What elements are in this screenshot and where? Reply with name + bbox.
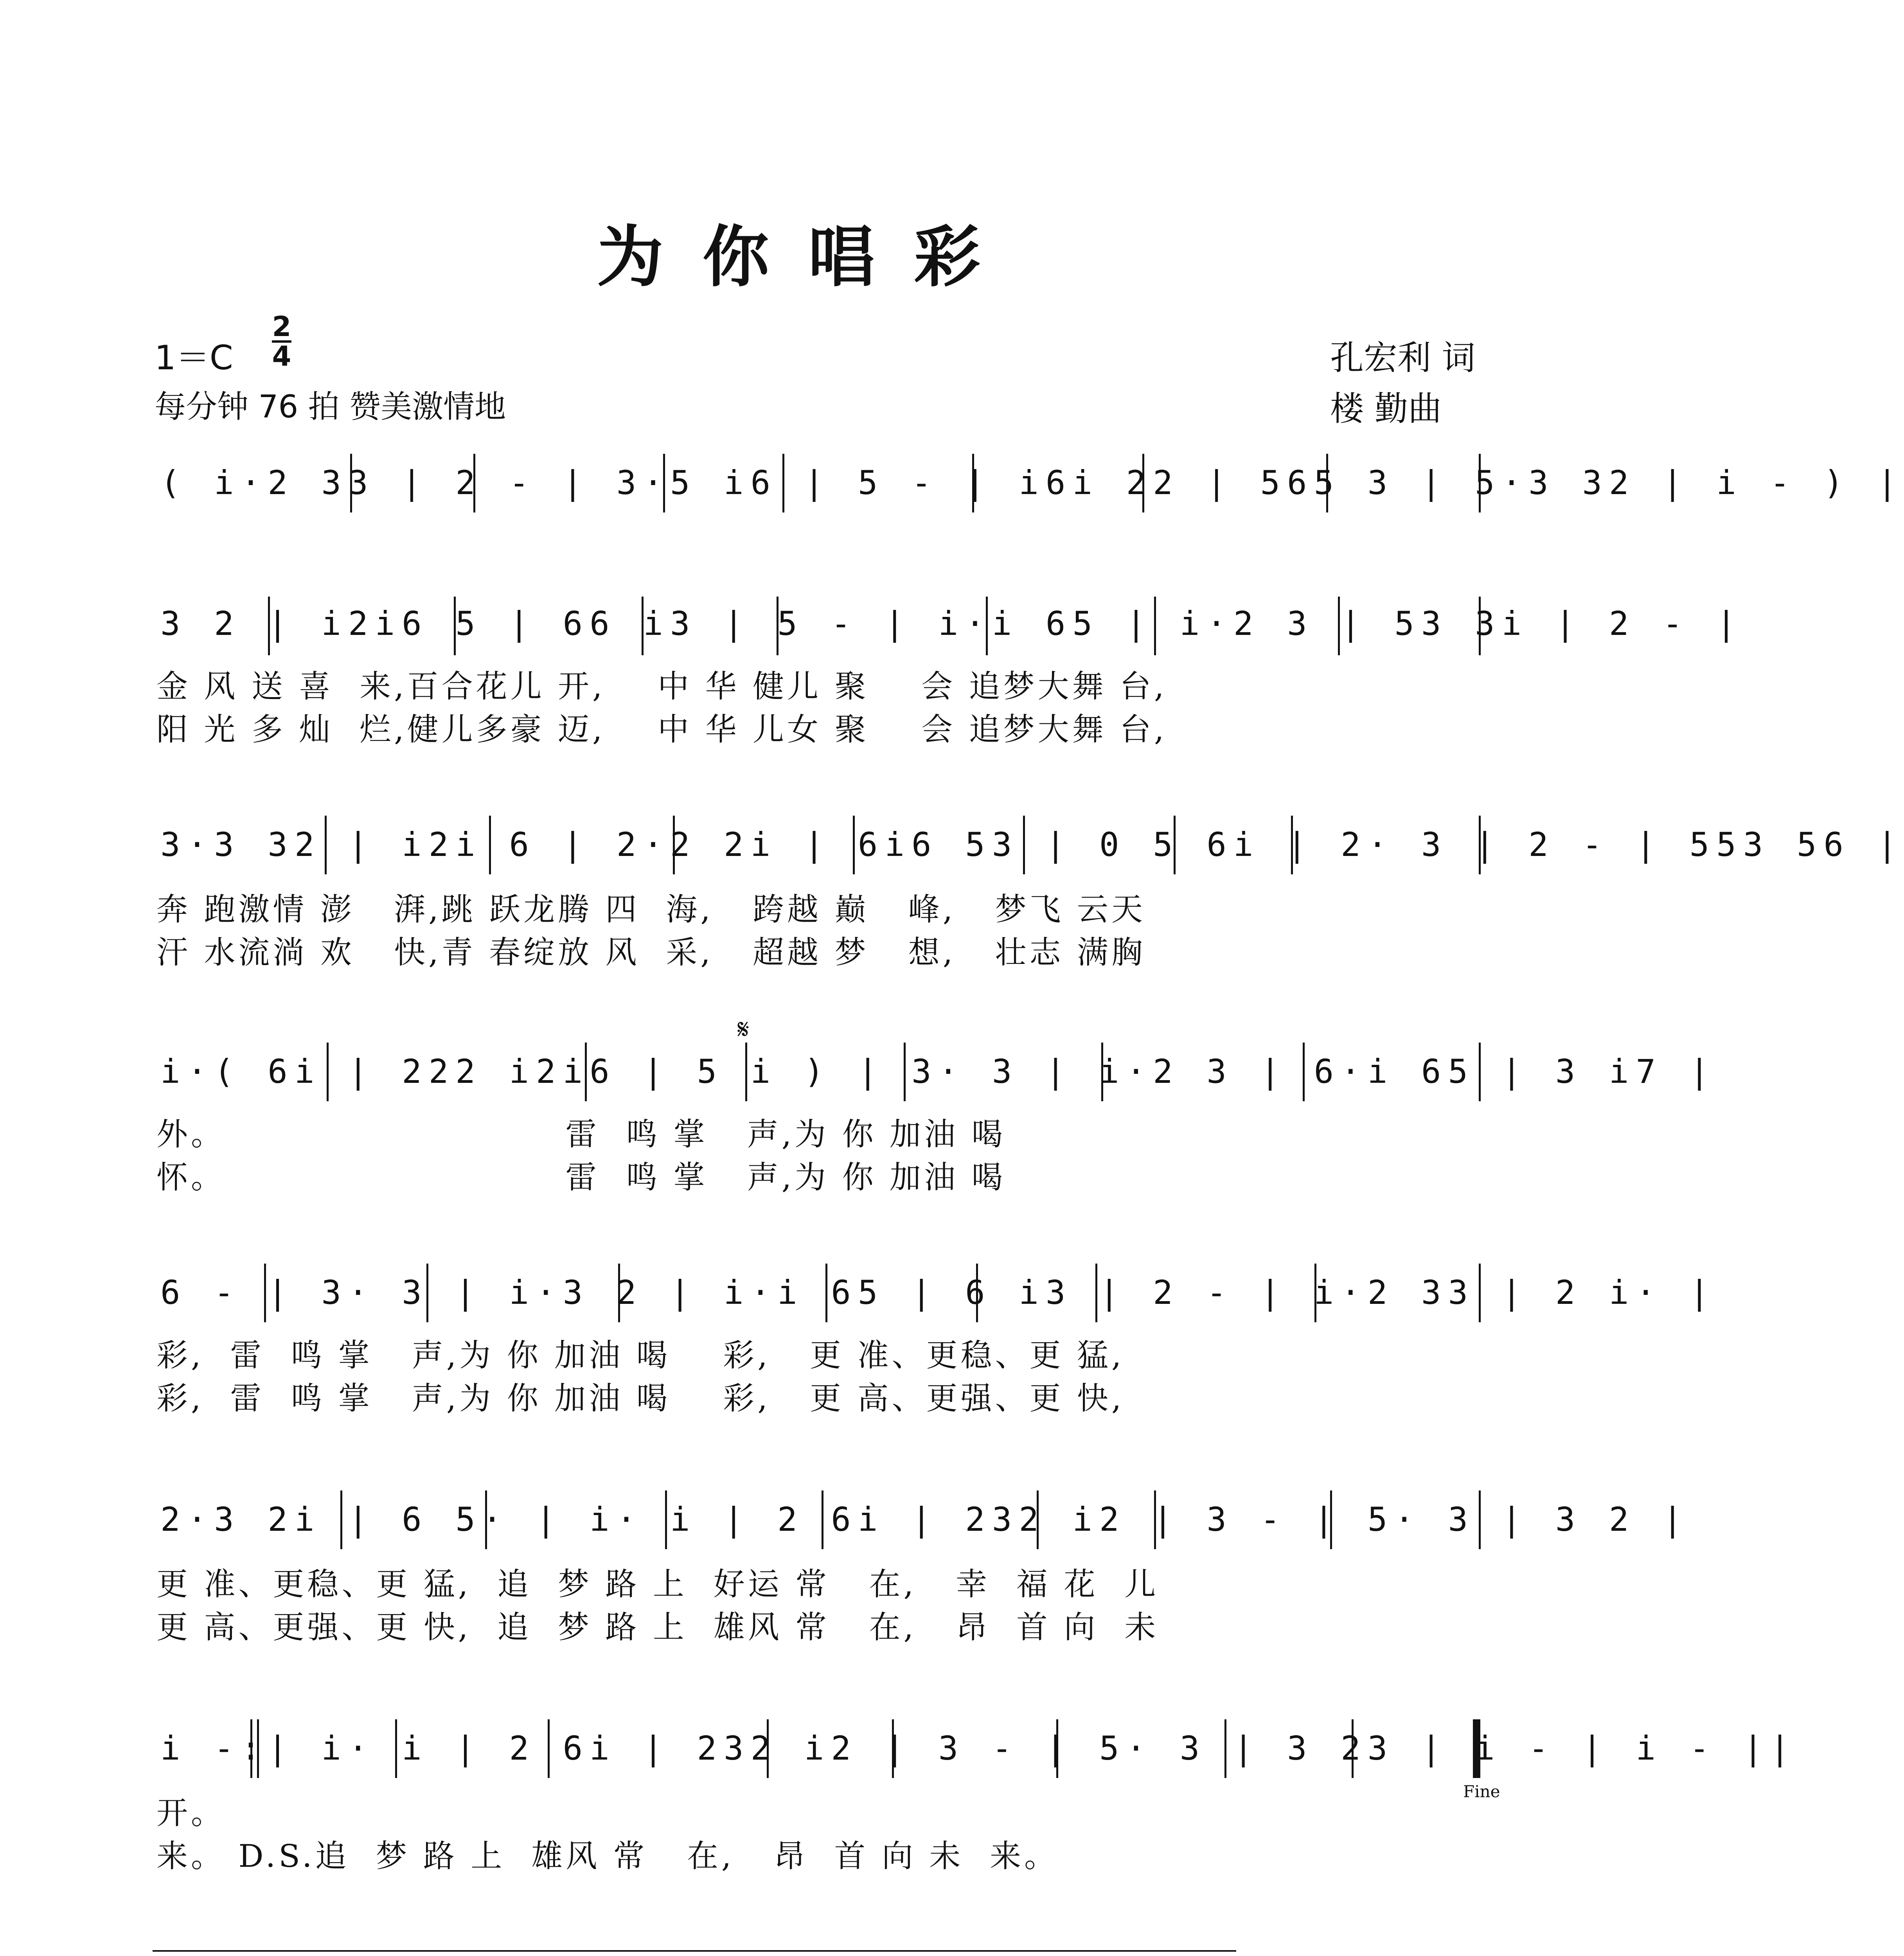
- time-signature-top: 2: [272, 311, 291, 343]
- composer-credit: 楼 勤曲: [1330, 389, 1442, 428]
- key-signature: 1＝C: [155, 338, 233, 378]
- notation-line: i -:| i· i | 2 6i | 232 i2 | 3 - | 5· 3 | 3 23 | i - | i - ||: [160, 1729, 1797, 1767]
- notation-line: ( i·2 33 | 2 - | 3·5 i6 | 5 - | i6i 22 | 565 3 | 5·3 32 | i - ) |: [160, 464, 1904, 502]
- notation-line: 3 2 | i2i6 5 | 66 i3 | 5 - | i·i 65 | i·2 3 | 53 3i | 2 - |: [160, 604, 1743, 643]
- lyrics-verse-2: 阳 光 多 灿 烂,健儿多豪 迈, 中 华 儿女 聚 会 追梦大舞 台,: [156, 711, 1167, 748]
- song-title: 为你唱彩: [597, 218, 1019, 296]
- lyrics-verse-1: 开。: [156, 1795, 225, 1831]
- lyrics-verse-1: 更 准、更稳、更 猛, 追 梦 路 上 好运 常 在, 幸 福 花 儿: [156, 1566, 1159, 1602]
- notation-line: i·( 6i | 222 i2i6 | 5 i ) | 3· 3 | i·2 3 | 6·i 65 | 3 i7 |: [160, 1052, 1717, 1091]
- lyrics-verse-2: 怀。 雷 鸣 掌 声,为 你 加油 喝: [156, 1159, 1006, 1196]
- tempo-marking: 每分钟 76 拍 赞美激情地: [155, 388, 506, 425]
- notation-line: 6 - | 3· 3 | i·3 2 | i·i 65 | 6 i3 | 2 - | i·2 33 | 2 i· |: [160, 1273, 1717, 1312]
- time-signature-bottom: 4: [272, 340, 291, 372]
- lyrics-verse-1: 金 风 送 喜 来,百合花儿 开, 中 华 健儿 聚 会 追梦大舞 台,: [156, 668, 1167, 705]
- footer-rule-top: [153, 1950, 1236, 1952]
- lyrics-verse-2: 汗 水流淌 欢 快,青 春绽放 风 采, 超越 梦 想, 壮志 满胸: [156, 934, 1146, 971]
- lyrics-verse-1: 彩, 雷 鸣 掌 声,为 你 加油 喝 彩, 更 准、更稳、更 猛,: [156, 1337, 1125, 1374]
- lyrics-verse-1: 奔 跑激情 澎 湃,跳 跃龙腾 四 海, 跨越 巅 峰, 梦飞 云天: [156, 891, 1146, 928]
- notation-line: 2·3 2i | 6 5· | i· i | 2 6i | 232 i2 | 3 - | 5· 3 | 3 2 |: [160, 1500, 1690, 1539]
- time-signature: [270, 313, 293, 370]
- segno-icon: 𝄋: [737, 1013, 750, 1045]
- lyrics-verse-1: 外。 雷 鸣 掌 声,为 你 加油 喝: [156, 1116, 1006, 1152]
- notation-line: 3·3 32 | i2i 6 | 2·2 2i | 6i6 53 | 0 5 6i | 2· 3 | 2 - | 553 56 |: [160, 825, 1904, 864]
- lyrics-verse-2: 彩, 雷 鸣 掌 声,为 你 加油 喝 彩, 更 高、更强、更 快,: [156, 1380, 1125, 1417]
- lyricist-credit: 孔宏利 词: [1330, 338, 1476, 378]
- lyrics-verse-2: 来。 D.S.追 梦 路 上 雄风 常 在, 昂 首 向 未 来。: [156, 1838, 1059, 1874]
- fine-marking: Fine: [1463, 1782, 1500, 1801]
- lyrics-verse-2: 更 高、更强、更 快, 追 梦 路 上 雄风 常 在, 昂 首 向 未: [156, 1609, 1159, 1645]
